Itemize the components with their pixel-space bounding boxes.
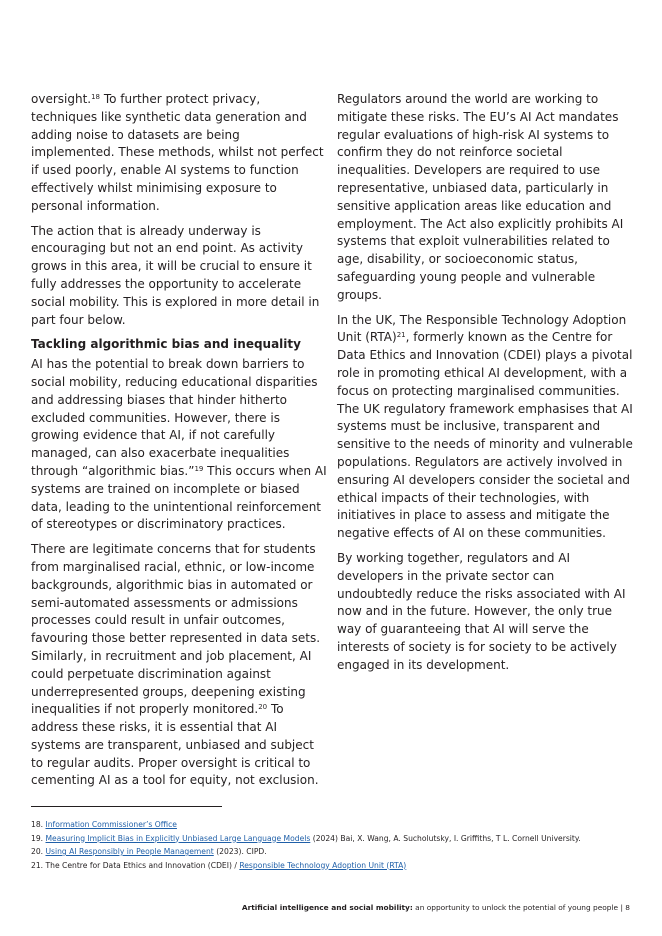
footer-title: Artificial intelligence and social mobility: [241,903,413,912]
footnote-ref[interactable]: 20 [258,703,268,712]
footer-subtitle: an opportunity to unlock the potential of young people [412,903,619,912]
section-heading: Tackling algorithmic bias and inequality [31,337,301,352]
paragraph: The action that is already underway is encouraging but not an end point. As activity grows in this area, it will be crucial to ensure it fully addresses the opportunity to accelerate social mobility. This is explored in more detail in part four below. [31,223,320,327]
footnote-divider [31,806,222,807]
left-column [31,91,327,797]
paragraph: There are legitimate concerns that for students from marginalised racial, ethnic, or low-income backgrounds, algorithmic bias in automated or semi-automated assessments or admissions processes could result in unfair outcomes, favouring those better represented in data sets. Similarly, in recruitment and job placement, AI could perpetuate discrimination against underrepresented groups, deepening existing inequalities if not properly monitored.$^{20}$ To address these risks, it is essential that AI systems are transparent, unbiased and subject to regular audits. Proper oversight is critical to cementing AI as a tool for equity, not exclusion. [31,542,321,788]
footnote-item: 19. Measuring Implicit Bias in Explicitly Unbiased Large Language Models (2024) Bai, X. Wang, A. Sucholutsky, I. Griffiths, T L. Cornell University. [31,833,581,843]
paragraph: By working together, regulators and AI developers in the private sector can undoubtedly reduce the risks associated with AI now and in the future. However, the only true way of guaranteeing that AI will serve the interests of society is for society to be actively engaged in its development. [337,550,626,672]
paragraph: oversight.$^{18}$ To further protect privacy, techniques like synthetic data generation and adding noise to datasets are being implemented. These methods, whilst not perfect if used poorly, enable AI systems to function effectively whilst minimising exposure to personal information. [31,92,324,213]
footnote-ref[interactable]: 19 [194,464,204,473]
footnote-item: 21. The Centre for Data Ethics and Innovation (CDEI) / Responsible Technology Adoption Unit (RTA) [31,860,407,870]
page-number: 8 [625,903,630,912]
paragraph: AI has the potential to break down barriers to social mobility, reducing educational disparities and addressing biases that hinder hitherto excluded communities. However, there is growing evidence that AI, if not carefully managed, can also exacerbate inequalities through “algorithmic bias.”$^{19}$ This occurs when AI systems are trained on incomplete or biased data, leading to the unintentional reinforcement of stereotypes or discriminatory practices. [31,357,327,532]
paragraph: In the UK, The Responsible Technology Adoption Unit (RTA)$^{21}$, formerly known as the Centre for Data Ethics and Innovation (CDEI) plays a pivotal role in promoting ethical AI development, with a focus on protecting marginalised communities. The UK regulatory framework emphasises that AI systems must be inclusive, transparent and sensitive to the needs of minority and vulnerable populations. Regulators are actively involved in ensuring AI developers consider the societal and ethical impacts of their technologies, with initiatives in place to assess and mitigate the negative effects of AI on these communities. [337,312,633,541]
footnote-link[interactable]: Information Commissioner’s Office [45,820,177,829]
footnotes [31,818,641,872]
footnote-ref[interactable]: 18 [91,93,101,101]
right-column [337,91,633,682]
paragraph: Regulators around the world are working to mitigate these risks. The EU’s AI Act mandates regular evaluations of high-risk AI systems to confirm they do not reinforce societal inequalities. Developers are required to use representative, unbiased data, particularly in sensitive application areas like education and employment. The Act also explicitly prohibits AI systems that exploit vulnerabilities related to age, disability, or socioeconomic status, safeguarding young people and vulnerable groups. [337,92,624,302]
footnote-item: 18. Information Commissioner’s Office [31,820,177,829]
footnote-link[interactable]: Measuring Implicit Bias in Explicitly Unbiased Large Language Models [45,833,311,843]
footnote-ref[interactable]: 21 [396,331,406,340]
page-footer [242,903,630,912]
footnote-item: 20. Using AI Responsibly in People Management (2023). CIPD. [31,847,267,856]
footnote-link[interactable]: Responsible Technology Adoption Unit (RTA) [239,860,407,870]
footer-separator: | [618,903,626,912]
footnote-link[interactable]: Using AI Responsibly in People Management [45,847,214,856]
